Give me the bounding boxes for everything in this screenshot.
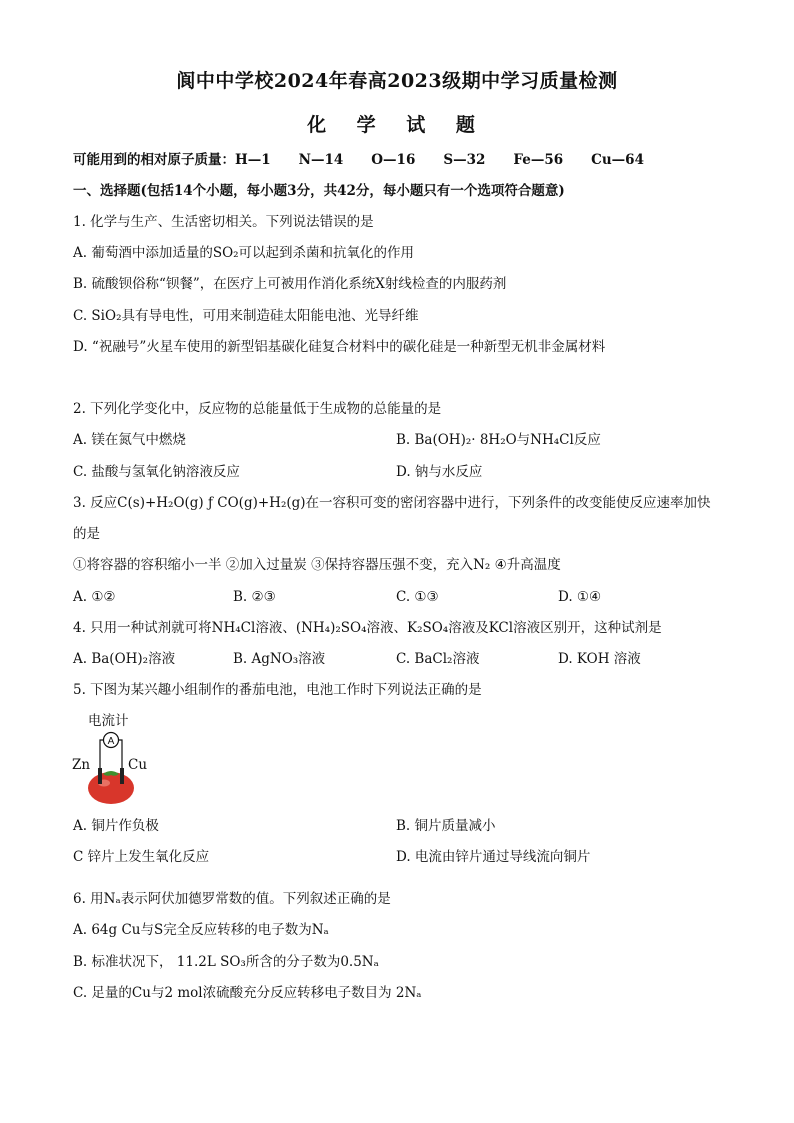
q3-option-b: B. ②③ bbox=[233, 589, 276, 605]
q4-option-d: D. KOH 溶液 bbox=[558, 651, 641, 667]
atomic-mass-o: O—16 bbox=[371, 152, 416, 168]
cu-electrode-label: Cu bbox=[128, 757, 148, 773]
atomic-mass-s: S—32 bbox=[443, 152, 486, 168]
q5-stem: 5. 下图为某兴趣小组制作的番茄电池，电池工作时下列说法正确的是 bbox=[73, 682, 482, 698]
q6-option-b: B. 标准状况下， 11.2L SO₃所含的分子数为0.5Nₐ bbox=[73, 954, 379, 970]
q3-stem-line1: 3. 反应C(s)+H₂O(g) ƒ CO(g)+H₂(g)在一容积可变的密闭容器中进行，下列条件的改变能使反应速率加快 bbox=[73, 495, 711, 511]
q4-option-c: C. BaCl₂溶液 bbox=[396, 651, 480, 667]
q1-option-c: C. SiO₂具有导电性，可用来制造硅太阳能电池、光导纤维 bbox=[73, 308, 419, 324]
q2-option-a: A. 镁在氮气中燃烧 bbox=[73, 432, 186, 448]
q1-stem: 1. 化学与生产、生活密切相关。下列说法错误的是 bbox=[73, 214, 374, 230]
q4-options bbox=[0, 649, 794, 669]
q3-stem-line2: 的是 bbox=[73, 526, 100, 542]
tomato-battery-diagram bbox=[82, 728, 142, 808]
section-heading: 一、选择题(包括14个小题，每小题3分，共42分，每小题只有一个选项符合题意) bbox=[73, 183, 565, 199]
zn-electrode bbox=[98, 768, 102, 784]
q5-option-d: D. 电流由锌片通过导线流向铜片 bbox=[396, 849, 591, 865]
q2-option-d: D. 钠与水反应 bbox=[396, 464, 483, 480]
q6-option-a: A. 64g Cu与S完全反应转移的电子数为Nₐ bbox=[73, 922, 329, 938]
zn-electrode-label: Zn bbox=[72, 757, 91, 773]
ammeter-symbol: A bbox=[107, 736, 115, 747]
atomic-mass-cu: Cu—64 bbox=[591, 152, 644, 168]
right-wire bbox=[118, 740, 122, 770]
q2-option-c: C. 盐酸与氢氧化钠溶液反应 bbox=[73, 464, 240, 480]
atomic-mass-n: N—14 bbox=[298, 152, 344, 168]
left-wire bbox=[100, 740, 104, 770]
exam-subtitle: 化 学 试 题 bbox=[307, 114, 487, 136]
q4-option-b: B. AgNO₃溶液 bbox=[233, 651, 326, 667]
q6-stem: 6. 用Nₐ表示阿伏加德罗常数的值。下列叙述正确的是 bbox=[73, 891, 391, 907]
q5-option-c: C 锌片上发生氧化反应 bbox=[73, 849, 210, 865]
q3-options bbox=[0, 587, 794, 607]
q5-option-a: A. 铜片作负极 bbox=[73, 818, 159, 834]
q3-option-d: D. ①④ bbox=[558, 589, 602, 605]
exam-title: 阆中中学校2024年春高2023级期中学习质量检测 bbox=[176, 70, 618, 92]
atomic-masses-label: 可能用到的相对原子质量： bbox=[73, 152, 235, 168]
q4-option-a: A. Ba(OH)₂溶液 bbox=[73, 651, 176, 667]
q1-option-a: A. 葡萄酒中添加适量的SO₂可以起到杀菌和抗氧化的作用 bbox=[73, 245, 415, 261]
atomic-masses bbox=[73, 150, 644, 170]
q5-option-b: B. 铜片质量减小 bbox=[396, 818, 496, 834]
meter-label: 电流计 bbox=[88, 713, 129, 729]
q4-stem: 4. 只用一种试剂就可将NH₄Cl溶液、(NH₄)₂SO₄溶液、K₂SO₄溶液及KCl溶液区别开，这种试剂是 bbox=[73, 620, 662, 636]
cu-electrode bbox=[120, 768, 124, 784]
q2-option-b: B. Ba(OH)₂· 8H₂O与NH₄Cl反应 bbox=[396, 432, 601, 448]
tomato-icon bbox=[88, 772, 134, 804]
atomic-mass-fe: Fe—56 bbox=[513, 152, 564, 168]
q6-option-c: C. 足量的Cu与2 mol浓硫酸充分反应转移电子数目为 2Nₐ bbox=[73, 985, 422, 1001]
q1-option-b: B. 硫酸钡俗称“钡餐”，在医疗上可被用作消化系统X射线检查的内服药剂 bbox=[73, 276, 507, 292]
q1-option-d: D. “祝融号”火星车使用的新型铝基碳化硅复合材料中的碳化硅是一种新型无机非金属材料 bbox=[73, 339, 606, 355]
q3-option-c: C. ①③ bbox=[396, 589, 439, 605]
q3-conditions: ①将容器的容积缩小一半 ②加入过量炭 ③保持容器压强不变，充入N₂ ④升高温度 bbox=[73, 557, 561, 573]
q2-stem: 2. 下列化学变化中，反应物的总能量低于生成物的总能量的是 bbox=[73, 401, 442, 417]
q3-option-a: A. ①② bbox=[73, 589, 116, 605]
atomic-mass-h: H—1 bbox=[235, 152, 271, 168]
